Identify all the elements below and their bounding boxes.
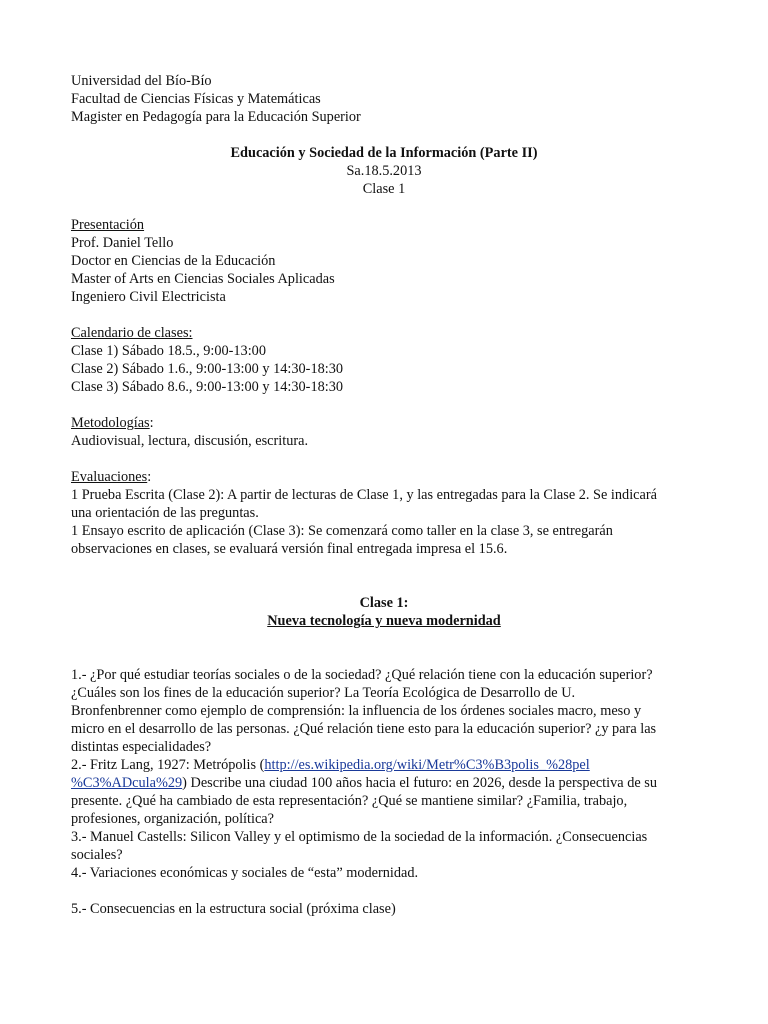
faculty-name: Facultad de Ciencias Físicas y Matemáticas — [71, 91, 321, 107]
topic-item-3 — [71, 828, 708, 864]
presentation-line: Ingeniero Civil Electricista — [71, 289, 226, 305]
topic-line: profesiones, organización, política? — [71, 811, 274, 827]
course-date: Sa.18.5.2013 — [346, 163, 422, 179]
topic-line: Bronfenbrenner como ejemplo de comprensión: la influencia de los órdenes sociales macro, meso y — [71, 703, 642, 719]
presentation-line: Master of Arts en Ciencias Sociales Aplicadas — [71, 271, 335, 287]
topic-line: ) Describe una ciudad 100 años hacia el futuro: en 2026, desde la perspectiva de su — [182, 775, 657, 791]
calendar-line: Clase 2) Sábado 1.6., 9:00-13:00 y 14:30-18:30 — [71, 361, 344, 377]
evaluation-line: 1 Ensayo escrito de aplicación (Clase 3): Se comenzará como taller en la clase 3, se entregarán — [71, 523, 613, 539]
calendar-line: Clase 3) Sábado 8.6., 9:00-13:00 y 14:30-18:30 — [71, 379, 344, 395]
course-title: Educación y Sociedad de la Información (Parte II) — [230, 145, 538, 161]
calendar-line: Clase 1) Sábado 18.5., 9:00-13:00 — [71, 343, 266, 359]
metropolis-wikipedia-link-continued[interactable]: %C3%ADcula%29 — [71, 775, 183, 791]
presentation-line: Doctor en Ciencias de la Educación — [71, 253, 276, 269]
topic-line: micro en el desarrollo de las personas. ¿Qué relación tiene esto para la educación superior? ¿y para las — [71, 721, 657, 737]
evaluations-section — [71, 468, 708, 558]
topic-line: distintas especialidades? — [71, 739, 212, 755]
evaluation-line: 1 Prueba Escrita (Clase 2): A partir de lecturas de Clase 1, y las entregadas para la Clase 2. Se indicará — [71, 487, 657, 503]
topic-line: ¿Cuáles son los fines de la educación superior? La Teoría Ecológica de Desarrollo de U. — [71, 685, 576, 701]
calendar-section — [71, 324, 708, 396]
topic-line: 3.- Manuel Castells: Silicon Valley y el optimismo de la sociedad de la información. ¿Consecuencias — [71, 829, 648, 845]
course-session: Clase 1 — [362, 181, 406, 197]
methodologies-section — [71, 414, 708, 450]
topic-line: 2.- Fritz Lang, 1927: Metrópolis ( — [71, 757, 265, 773]
evaluations-colon: : — [147, 469, 152, 485]
topic-item-1 — [71, 666, 708, 756]
evaluation-line: observaciones en clases, se evaluará versión final entregada impresa el 15.6. — [71, 541, 508, 557]
evaluations-heading: Evaluaciones — [71, 469, 148, 485]
topic-line: 1.- ¿Por qué estudiar teorías sociales o de la sociedad? ¿Qué relación tiene con la educación superior? — [71, 667, 653, 683]
topic-item-2 — [71, 756, 708, 828]
topic-line: presente. ¿Qué ha cambiado de esta representación? ¿Qué se mantiene similar? ¿Familia, trabajo, — [71, 793, 628, 809]
presentation-section — [71, 216, 708, 306]
topic-item-4: 4.- Variaciones económicas y sociales de “esta” modernidad. — [71, 865, 419, 881]
methodologies-colon: : — [149, 415, 154, 431]
university-name: Universidad del Bío-Bío — [71, 73, 212, 89]
presentation-line: Prof. Daniel Tello — [71, 235, 174, 251]
topic-item-5: 5.- Consecuencias en la estructura social (próxima clase) — [71, 901, 396, 917]
class1-heading-block — [71, 594, 708, 630]
course-title-block — [71, 144, 708, 198]
class1-heading: Clase 1: — [359, 595, 409, 611]
presentation-heading: Presentación — [71, 217, 145, 233]
topic-line: sociales? — [71, 847, 123, 863]
calendar-heading: Calendario de clases: — [71, 325, 193, 341]
class1-subheading: Nueva tecnología y nueva modernidad — [267, 613, 501, 629]
institution-header — [71, 72, 708, 126]
topics-list — [71, 666, 708, 918]
program-name: Magister en Pedagogía para la Educación Superior — [71, 109, 361, 125]
metropolis-wikipedia-link[interactable]: http://es.wikipedia.org/wiki/Metr%C3%B3polis_%28pel — [264, 757, 590, 773]
evaluation-line: una orientación de las preguntas. — [71, 505, 259, 521]
methodologies-text: Audiovisual, lectura, discusión, escritura. — [71, 433, 309, 449]
methodologies-heading: Metodologías — [71, 415, 150, 431]
